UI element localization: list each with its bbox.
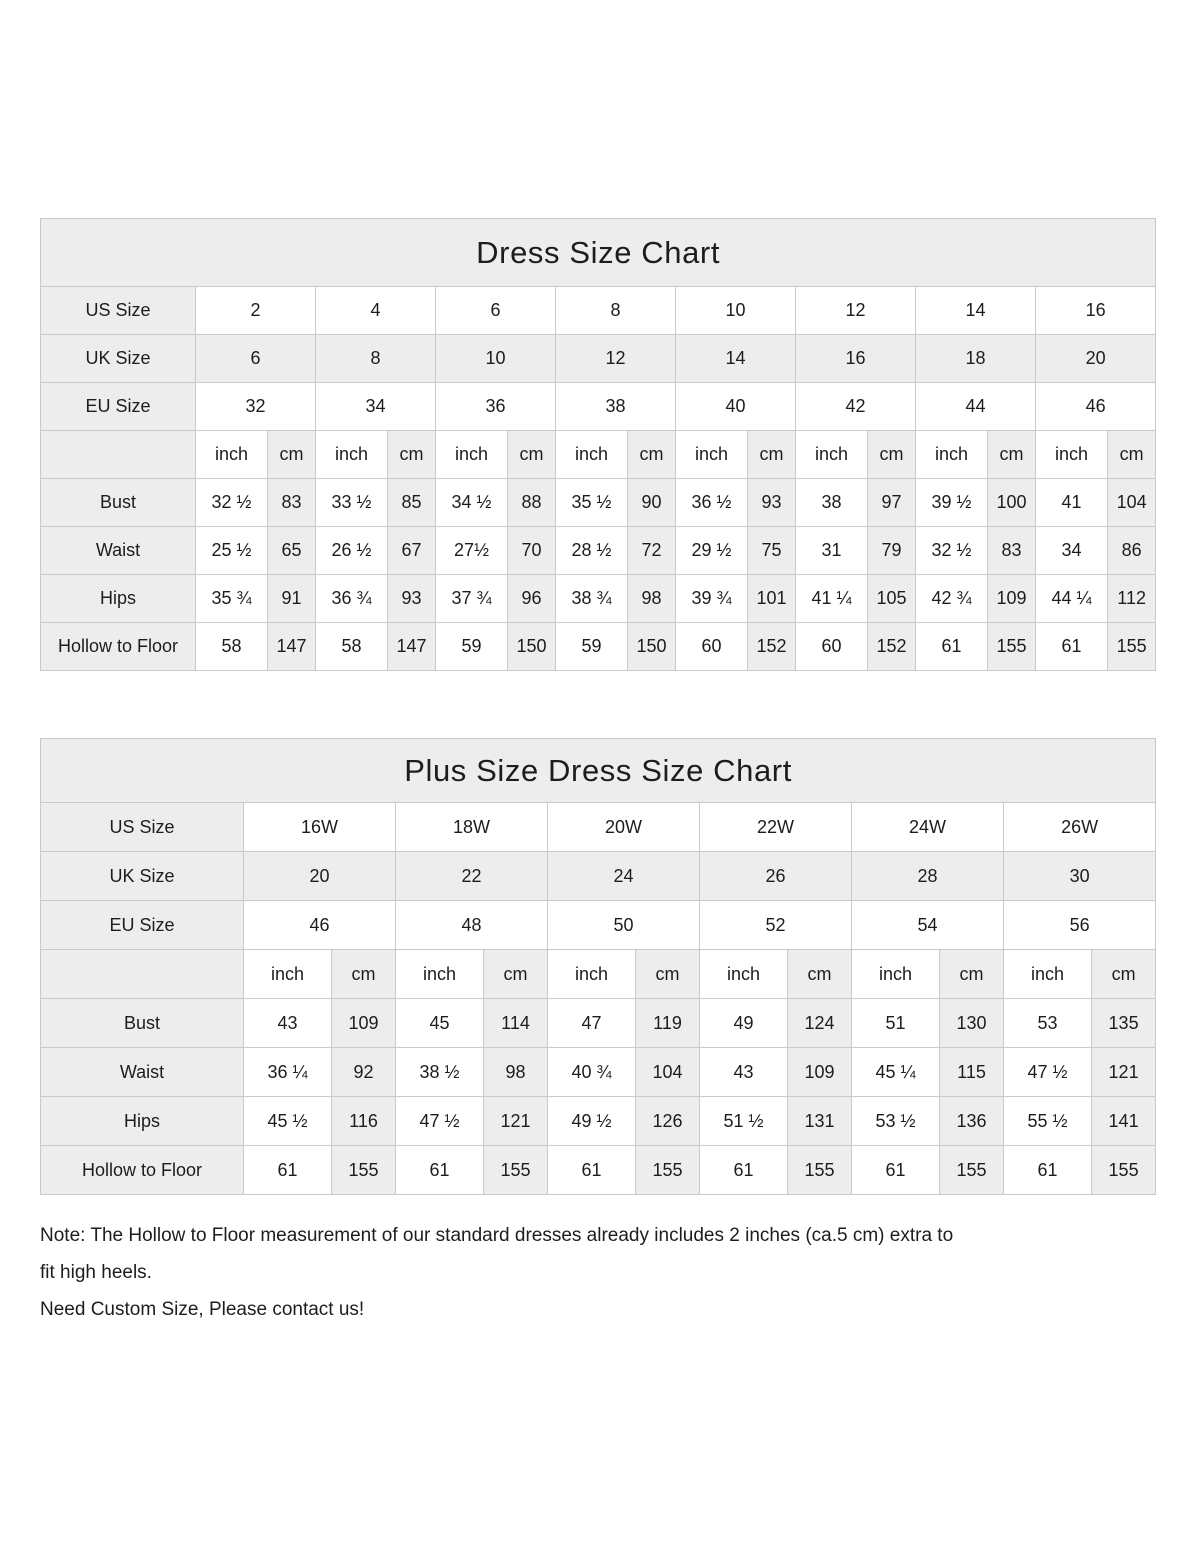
unit-label-inch: inch <box>676 431 748 479</box>
waist-value: 65 <box>268 527 316 575</box>
plus-waist-value: 92 <box>332 1048 396 1097</box>
hollow-to-floor-value: 58 <box>316 623 388 671</box>
unit-label-inch: inch <box>436 431 508 479</box>
table-row <box>41 1048 1156 1097</box>
us-size-value: 6 <box>436 287 556 335</box>
plus-waist-value: 98 <box>484 1048 548 1097</box>
plus-waist-value: 38 ½ <box>396 1048 484 1097</box>
hips-value: 41 ¼ <box>796 575 868 623</box>
us-size-value: 8 <box>556 287 676 335</box>
unit-label-inch: inch <box>196 431 268 479</box>
row-label-waist: Waist <box>41 1048 244 1097</box>
plus-waist-value: 40 ¾ <box>548 1048 636 1097</box>
bust-value: 34 ½ <box>436 479 508 527</box>
size-chart-notes <box>40 1217 1155 1328</box>
unit-label-cm: cm <box>636 950 700 999</box>
plus-bust-value: 45 <box>396 999 484 1048</box>
bust-value: 97 <box>868 479 916 527</box>
plus-hips-value: 47 ½ <box>396 1097 484 1146</box>
hips-value: 98 <box>628 575 676 623</box>
table-row <box>41 335 1156 383</box>
plus-bust-value: 49 <box>700 999 788 1048</box>
plus-hips-value: 55 ½ <box>1004 1097 1092 1146</box>
eu-size-value: 32 <box>196 383 316 431</box>
unit-label-inch: inch <box>852 950 940 999</box>
plus-chart-title: Plus Size Dress Size Chart <box>41 739 1156 803</box>
unit-label-cm: cm <box>988 431 1036 479</box>
waist-value: 29 ½ <box>676 527 748 575</box>
plus-uk-size-value: 26 <box>700 852 852 901</box>
plus-hips-value: 51 ½ <box>700 1097 788 1146</box>
plus-hips-value: 141 <box>1092 1097 1156 1146</box>
hollow-to-floor-value: 147 <box>388 623 436 671</box>
plus-waist-value: 121 <box>1092 1048 1156 1097</box>
plus-uk-size-value: 30 <box>1004 852 1156 901</box>
plus-us-size-value: 16W <box>244 803 396 852</box>
plus-waist-value: 43 <box>700 1048 788 1097</box>
eu-size-value: 42 <box>796 383 916 431</box>
hips-value: 112 <box>1108 575 1156 623</box>
plus-bust-value: 124 <box>788 999 852 1048</box>
plus-eu-size-value: 46 <box>244 901 396 950</box>
hips-value: 35 ¾ <box>196 575 268 623</box>
uk-size-value: 14 <box>676 335 796 383</box>
plus-hollow-to-floor-value: 155 <box>788 1146 852 1195</box>
plus-eu-size-value: 54 <box>852 901 1004 950</box>
plus-hips-value: 131 <box>788 1097 852 1146</box>
uk-size-value: 10 <box>436 335 556 383</box>
unit-label-cm: cm <box>748 431 796 479</box>
unit-label-cm: cm <box>788 950 852 999</box>
row-label-empty <box>41 950 244 999</box>
hollow-to-floor-value: 59 <box>556 623 628 671</box>
hollow-to-floor-value: 155 <box>988 623 1036 671</box>
unit-label-cm: cm <box>388 431 436 479</box>
bust-value: 36 ½ <box>676 479 748 527</box>
row-label-waist: Waist <box>41 527 196 575</box>
unit-label-inch: inch <box>396 950 484 999</box>
plus-bust-value: 53 <box>1004 999 1092 1048</box>
row-label-bust: Bust <box>41 999 244 1048</box>
uk-size-value: 6 <box>196 335 316 383</box>
waist-value: 72 <box>628 527 676 575</box>
row-label-bust: Bust <box>41 479 196 527</box>
row-label-hips: Hips <box>41 1097 244 1146</box>
bust-value: 33 ½ <box>316 479 388 527</box>
uk-size-value: 18 <box>916 335 1036 383</box>
row-label-us-size: US Size <box>41 803 244 852</box>
unit-label-cm: cm <box>332 950 396 999</box>
plus-waist-value: 45 ¼ <box>852 1048 940 1097</box>
unit-label-inch: inch <box>244 950 332 999</box>
uk-size-value: 12 <box>556 335 676 383</box>
plus-eu-size-value: 56 <box>1004 901 1156 950</box>
table-row <box>41 575 1156 623</box>
hips-value: 93 <box>388 575 436 623</box>
us-size-value: 16 <box>1036 287 1156 335</box>
table-row <box>41 901 1156 950</box>
plus-hollow-to-floor-value: 61 <box>548 1146 636 1195</box>
hollow-to-floor-value: 61 <box>1036 623 1108 671</box>
plus-eu-size-value: 52 <box>700 901 852 950</box>
hollow-to-floor-value: 147 <box>268 623 316 671</box>
hollow-to-floor-value: 60 <box>796 623 868 671</box>
plus-uk-size-value: 20 <box>244 852 396 901</box>
plus-hollow-to-floor-value: 61 <box>852 1146 940 1195</box>
unit-label-cm: cm <box>508 431 556 479</box>
plus-waist-value: 109 <box>788 1048 852 1097</box>
hips-value: 109 <box>988 575 1036 623</box>
eu-size-value: 38 <box>556 383 676 431</box>
table-row <box>41 1097 1156 1146</box>
bust-value: 88 <box>508 479 556 527</box>
hollow-to-floor-value: 155 <box>1108 623 1156 671</box>
plus-hips-value: 121 <box>484 1097 548 1146</box>
unit-label-inch: inch <box>796 431 868 479</box>
unit-label-inch: inch <box>916 431 988 479</box>
waist-value: 79 <box>868 527 916 575</box>
us-size-value: 2 <box>196 287 316 335</box>
plus-hips-value: 126 <box>636 1097 700 1146</box>
table-row <box>41 431 1156 479</box>
hollow-to-floor-value: 59 <box>436 623 508 671</box>
table-row <box>41 950 1156 999</box>
bust-value: 83 <box>268 479 316 527</box>
plus-hips-value: 136 <box>940 1097 1004 1146</box>
plus-size-chart-table <box>40 738 1156 1195</box>
unit-label-cm: cm <box>1092 950 1156 999</box>
hips-value: 96 <box>508 575 556 623</box>
unit-label-inch: inch <box>1004 950 1092 999</box>
plus-eu-size-value: 50 <box>548 901 700 950</box>
eu-size-value: 46 <box>1036 383 1156 431</box>
plus-waist-value: 104 <box>636 1048 700 1097</box>
unit-label-cm: cm <box>868 431 916 479</box>
plus-bust-value: 43 <box>244 999 332 1048</box>
plus-hollow-to-floor-value: 155 <box>1092 1146 1156 1195</box>
bust-value: 38 <box>796 479 868 527</box>
plus-bust-value: 130 <box>940 999 1004 1048</box>
waist-value: 83 <box>988 527 1036 575</box>
plus-hollow-to-floor-value: 155 <box>636 1146 700 1195</box>
unit-label-inch: inch <box>548 950 636 999</box>
plus-uk-size-value: 28 <box>852 852 1004 901</box>
table-row <box>41 1146 1156 1195</box>
plus-uk-size-value: 24 <box>548 852 700 901</box>
plus-us-size-value: 22W <box>700 803 852 852</box>
table-row <box>41 479 1156 527</box>
us-size-value: 12 <box>796 287 916 335</box>
us-size-value: 14 <box>916 287 1036 335</box>
plus-bust-value: 114 <box>484 999 548 1048</box>
hips-value: 42 ¾ <box>916 575 988 623</box>
unit-label-inch: inch <box>316 431 388 479</box>
hollow-to-floor-value: 152 <box>868 623 916 671</box>
uk-size-value: 8 <box>316 335 436 383</box>
hips-value: 39 ¾ <box>676 575 748 623</box>
plus-waist-value: 115 <box>940 1048 1004 1097</box>
waist-value: 86 <box>1108 527 1156 575</box>
plus-bust-value: 119 <box>636 999 700 1048</box>
plus-hips-value: 45 ½ <box>244 1097 332 1146</box>
bust-value: 85 <box>388 479 436 527</box>
plus-hollow-to-floor-value: 155 <box>332 1146 396 1195</box>
plus-hollow-to-floor-value: 61 <box>396 1146 484 1195</box>
hips-value: 38 ¾ <box>556 575 628 623</box>
hips-value: 101 <box>748 575 796 623</box>
unit-label-cm: cm <box>484 950 548 999</box>
row-label-eu-size: EU Size <box>41 383 196 431</box>
waist-value: 26 ½ <box>316 527 388 575</box>
bust-value: 39 ½ <box>916 479 988 527</box>
plus-us-size-value: 26W <box>1004 803 1156 852</box>
unit-label-cm: cm <box>940 950 1004 999</box>
plus-bust-value: 109 <box>332 999 396 1048</box>
unit-label-inch: inch <box>1036 431 1108 479</box>
plus-hips-value: 49 ½ <box>548 1097 636 1146</box>
dress-size-chart-table <box>40 218 1156 671</box>
us-size-value: 10 <box>676 287 796 335</box>
waist-value: 32 ½ <box>916 527 988 575</box>
plus-hollow-to-floor-value: 155 <box>940 1146 1004 1195</box>
plus-eu-size-value: 48 <box>396 901 548 950</box>
eu-size-value: 40 <box>676 383 796 431</box>
table-row <box>41 803 1156 852</box>
waist-value: 28 ½ <box>556 527 628 575</box>
plus-us-size-value: 24W <box>852 803 1004 852</box>
note-line: fit high heels. <box>40 1262 152 1283</box>
plus-waist-value: 36 ¼ <box>244 1048 332 1097</box>
row-label-us-size: US Size <box>41 287 196 335</box>
plus-hips-value: 53 ½ <box>852 1097 940 1146</box>
chart-title: Dress Size Chart <box>41 219 1156 287</box>
waist-value: 70 <box>508 527 556 575</box>
plus-hollow-to-floor-value: 61 <box>700 1146 788 1195</box>
plus-hollow-to-floor-value: 61 <box>1004 1146 1092 1195</box>
plus-hips-value: 116 <box>332 1097 396 1146</box>
table-row <box>41 852 1156 901</box>
hollow-to-floor-value: 150 <box>628 623 676 671</box>
bust-value: 41 <box>1036 479 1108 527</box>
table-row <box>41 219 1156 287</box>
hollow-to-floor-value: 58 <box>196 623 268 671</box>
hips-value: 37 ¾ <box>436 575 508 623</box>
hips-value: 91 <box>268 575 316 623</box>
plus-bust-value: 51 <box>852 999 940 1048</box>
table-row <box>41 739 1156 803</box>
table-row <box>41 527 1156 575</box>
row-label-hollow-to-floor: Hollow to Floor <box>41 623 196 671</box>
hollow-to-floor-value: 152 <box>748 623 796 671</box>
row-label-uk-size: UK Size <box>41 335 196 383</box>
plus-uk-size-value: 22 <box>396 852 548 901</box>
table-row <box>41 623 1156 671</box>
uk-size-value: 16 <box>796 335 916 383</box>
hollow-to-floor-value: 150 <box>508 623 556 671</box>
plus-us-size-value: 20W <box>548 803 700 852</box>
plus-hollow-to-floor-value: 61 <box>244 1146 332 1195</box>
bust-value: 93 <box>748 479 796 527</box>
unit-label-inch: inch <box>700 950 788 999</box>
bust-value: 104 <box>1108 479 1156 527</box>
row-label-hollow-to-floor: Hollow to Floor <box>41 1146 244 1195</box>
hollow-to-floor-value: 61 <box>916 623 988 671</box>
hips-value: 44 ¼ <box>1036 575 1108 623</box>
plus-bust-value: 47 <box>548 999 636 1048</box>
hips-value: 36 ¾ <box>316 575 388 623</box>
waist-value: 27½ <box>436 527 508 575</box>
bust-value: 100 <box>988 479 1036 527</box>
waist-value: 34 <box>1036 527 1108 575</box>
eu-size-value: 34 <box>316 383 436 431</box>
table-row <box>41 383 1156 431</box>
hollow-to-floor-value: 60 <box>676 623 748 671</box>
bust-value: 32 ½ <box>196 479 268 527</box>
row-label-uk-size: UK Size <box>41 852 244 901</box>
us-size-value: 4 <box>316 287 436 335</box>
note-line: Note: The Hollow to Floor measurement of our standard dresses already includes 2 inches (ca.5 cm) extra to <box>40 1225 954 1246</box>
row-label-eu-size: EU Size <box>41 901 244 950</box>
unit-label-cm: cm <box>268 431 316 479</box>
plus-us-size-value: 18W <box>396 803 548 852</box>
unit-label-inch: inch <box>556 431 628 479</box>
plus-waist-value: 47 ½ <box>1004 1048 1092 1097</box>
eu-size-value: 36 <box>436 383 556 431</box>
eu-size-value: 44 <box>916 383 1036 431</box>
hips-value: 105 <box>868 575 916 623</box>
waist-value: 67 <box>388 527 436 575</box>
waist-value: 75 <box>748 527 796 575</box>
plus-bust-value: 135 <box>1092 999 1156 1048</box>
table-row <box>41 287 1156 335</box>
note-line: Need Custom Size, Please contact us! <box>40 1299 365 1320</box>
unit-label-cm: cm <box>1108 431 1156 479</box>
bust-value: 35 ½ <box>556 479 628 527</box>
row-label-empty <box>41 431 196 479</box>
uk-size-value: 20 <box>1036 335 1156 383</box>
table-row <box>41 999 1156 1048</box>
unit-label-cm: cm <box>628 431 676 479</box>
plus-hollow-to-floor-value: 155 <box>484 1146 548 1195</box>
bust-value: 90 <box>628 479 676 527</box>
waist-value: 25 ½ <box>196 527 268 575</box>
row-label-hips: Hips <box>41 575 196 623</box>
waist-value: 31 <box>796 527 868 575</box>
